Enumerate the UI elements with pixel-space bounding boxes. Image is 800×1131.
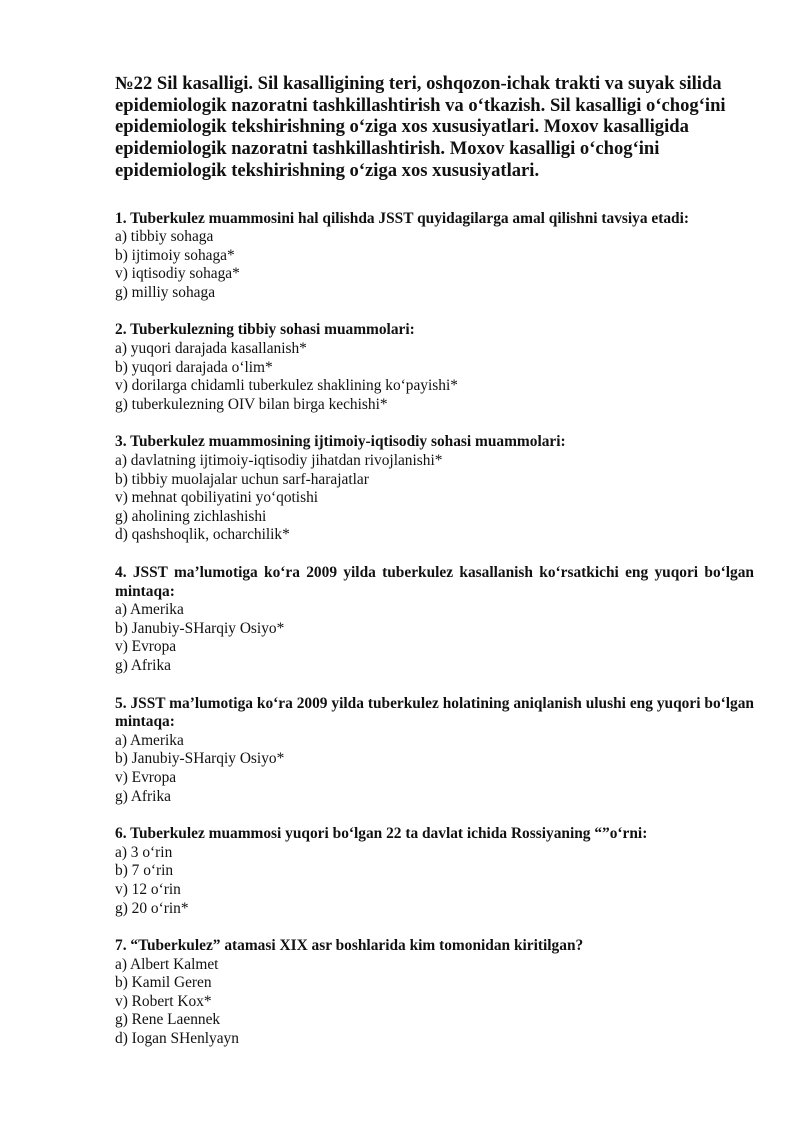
option-item: a) davlatning ijtimoiy-iqtisodiy jihatdan rivojlanishi*: [115, 452, 443, 470]
option-item: b) Kamil Geren: [115, 974, 212, 992]
option-item: b) tibbiy muolajalar uchun sarf-harajatlar: [115, 470, 369, 488]
option-item: b) 7 o‘rin: [115, 862, 174, 880]
option-item: b) Janubiy-SHarqiy Osiyo*: [115, 619, 285, 637]
option-item: d) qashshoqlik, ocharchilik*: [115, 526, 290, 544]
question-3: [115, 433, 754, 545]
option-item: a) Amerika: [115, 601, 184, 619]
option-item: a) Amerika: [115, 731, 184, 749]
option-item: b) yuqori darajada o‘lim*: [115, 358, 273, 376]
option-item: a) Albert Kalmet: [115, 955, 219, 973]
question-7: [115, 937, 754, 1049]
question-6: [115, 825, 754, 918]
option-item: g) Afrika: [115, 787, 171, 805]
options-list: [115, 844, 754, 918]
option-item: a) 3 o‘rin: [115, 843, 173, 861]
option-item: g) tuberkulezning OIV bilan birga kechishi*: [115, 395, 388, 413]
question-text: 7. “Tuberkulez” atamasi XIX asr boshlarida kim tomonidan kiritilgan?: [115, 937, 584, 955]
option-item: v) mehnat qobiliyatini yo‘qotishi: [115, 489, 319, 507]
question-4: [115, 564, 754, 676]
option-item: b) ijtimoiy sohaga*: [115, 246, 235, 264]
option-item: g) aholining zichlashishi: [115, 507, 267, 525]
question-2: [115, 321, 754, 414]
question-text: 4. JSST ma’lumotiga ko‘ra 2009 yilda tuberkulez kasallanish ko‘rsatkichi eng yuqori bo‘lgan mintaqa:: [115, 564, 754, 600]
option-item: g) 20 o‘rin*: [115, 899, 189, 917]
option-item: a) tibbiy sohaga: [115, 228, 214, 246]
option-item: g) Afrika: [115, 656, 171, 674]
question-text: 5. JSST ma’lumotiga ko‘ra 2009 yilda tuberkulez holatining aniqlanish ulushi eng yuqori bo‘lgan mintaqa:: [115, 694, 754, 731]
option-item: v) iqtisodiy sohaga*: [115, 265, 240, 283]
option-item: b) Janubiy-SHarqiy Osiyo*: [115, 750, 285, 768]
option-item: v) Evropa: [115, 768, 177, 786]
question-1: [115, 210, 754, 303]
question-text: 3. Tuberkulez muammosining ijtimoiy-iqtisodiy sohasi muammolari:: [115, 433, 566, 451]
options-list: [115, 732, 754, 806]
document-title: №22 Sil kasalligi. Sil kasalligining teri, oshqozon-ichak trakti va suyak silida epidemiologik nazoratni tashkillashtirish va o‘tkazish. Sil kasalligi o‘chog‘ini epidemiologik tekshirishning o‘ziga xos xususiyatlari. Moxov kasalligida epidemiologik nazoratni tashkillashtirish. Moxov kasalligi o‘chog‘ini epidemiologik tekshirishning o‘ziga xos xususiyatlari.: [115, 73, 726, 181]
option-item: v) Evropa: [115, 638, 177, 656]
options-list: [115, 452, 754, 545]
options-list: [115, 228, 754, 302]
option-item: a) yuqori darajada kasallanish*: [115, 340, 307, 358]
option-item: v) dorilarga chidamli tuberkulez shaklining ko‘payishi*: [115, 377, 458, 395]
option-item: v) 12 o‘rin: [115, 880, 181, 898]
question-text: 6. Tuberkulez muammosi yuqori bo‘lgan 22 ta davlat ichida Rossiyaning “”o‘rni:: [115, 825, 648, 843]
option-item: g) milliy sohaga: [115, 283, 216, 301]
option-item: v) Robert Kox*: [115, 992, 212, 1010]
option-item: g) Rene Laennek: [115, 1011, 221, 1029]
question-text: 1. Tuberkulez muammosini hal qilishda JSST quyidagilarga amal qilishni tavsiya etadi:: [115, 209, 690, 227]
options-list: [115, 340, 754, 414]
option-item: d) Iogan SHenlyayn: [115, 1030, 239, 1048]
question-5: [115, 695, 754, 807]
question-text: 2. Tuberkulezning tibbiy sohasi muammolari:: [115, 321, 415, 339]
options-list: [115, 956, 754, 1049]
options-list: [115, 601, 754, 675]
